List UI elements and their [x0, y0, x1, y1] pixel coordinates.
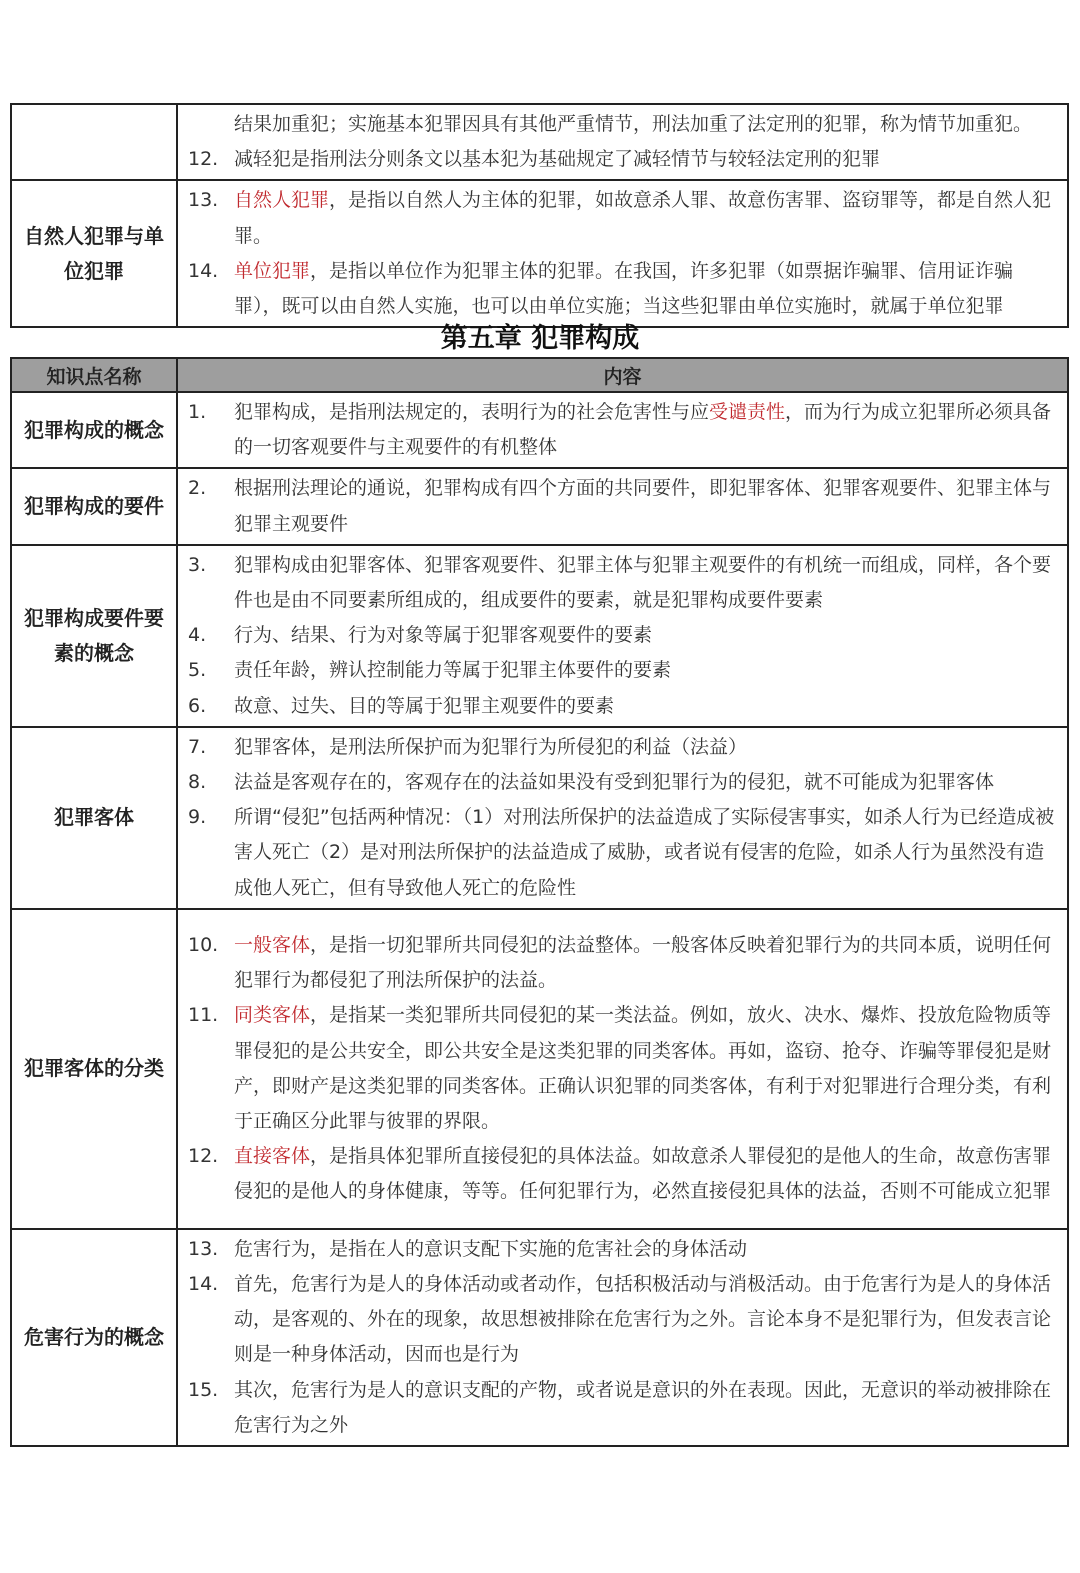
item-text: 犯罪客体，是刑法所保护而为犯罪行为所侵犯的利益（法益）	[234, 735, 748, 758]
item-text: 根据刑法理论的通说，犯罪构成有四个方面的共同要件，即犯罪客体、犯罪客观要件、犯罪主体与犯罪主观要件	[234, 477, 1052, 535]
table-row	[11, 180, 1068, 327]
item-body: ，是指具体犯罪所直接侵犯的具体法益。如故意杀人罪侵犯的是他人的生命，故意伤害罪侵犯的是他人的身体健康，等等。任何犯罪行为，必然直接侵犯具体的法益，否则不可能成立犯罪	[234, 1145, 1052, 1203]
list-item	[186, 928, 1057, 998]
table-row	[11, 392, 1068, 468]
item-number: 12.	[188, 1145, 219, 1168]
item-text: 结果加重犯；实施基本犯罪因具有其他严重情节，刑法加重了法定刑的犯罪，称为情节加重犯。	[234, 113, 1033, 135]
item-body: ，而为行为成立犯罪所必须具备的一切客观要件与主观要件的有机整体	[234, 401, 1052, 459]
top-table	[10, 103, 1069, 328]
list-item	[186, 395, 1057, 465]
row-label: 自然人犯罪与单位犯罪	[11, 180, 177, 327]
header-name: 知识点名称	[11, 358, 177, 392]
list-item	[186, 1373, 1057, 1443]
item-text: 危害行为，是指在人的意识支配下实施的危害社会的身体活动	[234, 1237, 748, 1260]
row-label: 犯罪构成要件要素的概念	[11, 545, 177, 727]
item-text: 责任年龄，辨认控制能力等属于犯罪主体要件的要素	[234, 659, 672, 682]
list-item	[186, 183, 1057, 253]
highlight-term: 直接客体	[234, 1145, 311, 1168]
table-row	[11, 1229, 1068, 1446]
row-label: 犯罪客体的分类	[11, 909, 177, 1229]
item-text: 其次，危害行为是人的意识支配的产物，或者说是意识的外在表现。因此，无意识的举动被排除在危害行为之外	[234, 1378, 1052, 1436]
highlight-term: 受谴责性	[709, 401, 786, 423]
item-number: 15.	[188, 1378, 219, 1401]
item-number: 3.	[188, 553, 207, 576]
row-content	[177, 104, 1068, 180]
item-text	[234, 254, 1057, 324]
row-content	[177, 727, 1068, 909]
list-item	[186, 618, 1057, 653]
highlight-term: 单位犯罪	[234, 259, 311, 282]
list-item	[186, 1232, 1057, 1267]
item-number: 12.	[188, 148, 219, 171]
item-body: ，是指以自然人为主体的犯罪，如故意杀人罪、故意伤害罪、盗窃罪等，都是自然人犯罪。	[234, 189, 1052, 247]
table-row	[11, 909, 1068, 1229]
item-text: 犯罪构成由犯罪客体、犯罪客观要件、犯罪主体与犯罪主观要件的有机统一而组成，同样，各个要件也是由不同要素所组成的，组成要件的要素，就是犯罪构成要件要素	[234, 553, 1052, 612]
list-item	[186, 653, 1057, 688]
table-row	[11, 727, 1068, 909]
list-item	[186, 107, 1057, 142]
list-item	[186, 254, 1057, 324]
list-item	[186, 1139, 1057, 1209]
list-item	[186, 471, 1057, 541]
item-text: 行为、结果、行为对象等属于犯罪客观要件的要素	[234, 624, 653, 647]
item-number: 11.	[188, 1004, 219, 1027]
item-body: ，是指某一类犯罪所共同侵犯的某一类法益。例如，放火、决水、爆炸、投放危险物质等罪侵犯的是公共安全，即公共安全是这类犯罪的同类客体。再如，盗窃、抢夺、诈骗等罪侵犯是财产，即财产是这类犯罪的同类客体。正确认识犯罪的同类客体，有利于对犯罪进行合理分类，有利于正确区分此罪与彼罪的界限。	[234, 1004, 1052, 1133]
item-body: ，是指以单位作为犯罪主体的犯罪。在我国，许多犯罪（如票据诈骗罪、信用证诈骗罪），既可以由自然人实施，也可以由单位实施；当这些犯罪由单位实施时，就属于单位犯罪	[234, 259, 1014, 318]
row-content	[177, 180, 1068, 327]
list-item	[186, 1267, 1057, 1373]
row-content	[177, 468, 1068, 544]
list-item	[186, 800, 1057, 906]
item-number: 13.	[188, 1237, 219, 1260]
list-item	[186, 765, 1057, 800]
table-row	[11, 104, 1068, 180]
item-number: 14.	[188, 1273, 219, 1296]
highlight-term: 一般客体	[234, 934, 311, 957]
list-item	[186, 998, 1057, 1139]
item-number: 1.	[188, 401, 207, 423]
list-item	[186, 548, 1057, 618]
row-content	[177, 909, 1068, 1229]
item-text	[234, 183, 1057, 253]
list-item	[186, 730, 1057, 765]
highlight-term: 同类客体	[234, 1004, 311, 1027]
item-number: 7.	[188, 735, 207, 758]
item-number: 13.	[188, 189, 219, 212]
item-text	[234, 395, 1057, 465]
row-label	[11, 104, 177, 180]
item-number: 5.	[188, 659, 207, 682]
table-row	[11, 545, 1068, 727]
item-number: 9.	[188, 806, 207, 829]
item-number: 2.	[188, 477, 207, 500]
row-content	[177, 1229, 1068, 1446]
row-label: 犯罪构成的概念	[11, 392, 177, 468]
row-label: 犯罪构成的要件	[11, 468, 177, 544]
chapter-title: 第五章 犯罪构成	[440, 323, 640, 354]
list-item	[186, 689, 1057, 724]
item-number	[186, 107, 234, 142]
item-text: 首先，危害行为是人的身体活动或者动作，包括积极活动与消极活动。由于危害行为是人的身体活动，是客观的、外在的现象，故思想被排除在危害行为之外。言论本身不是犯罪行为，但发表言论则是一种身体活动，因而也是行为	[234, 1273, 1052, 1366]
header-content: 内容	[177, 358, 1068, 392]
row-content	[177, 392, 1068, 468]
item-number: 10.	[188, 934, 219, 957]
item-text: 法益是客观存在的，客观存在的法益如果没有受到犯罪行为的侵犯，就不可能成为犯罪客体	[234, 771, 995, 794]
table-row	[11, 468, 1068, 544]
item-number: 8.	[188, 771, 207, 794]
item-number: 4.	[188, 624, 207, 647]
item-number: 14.	[188, 259, 219, 282]
row-label: 犯罪客体	[11, 727, 177, 909]
item-text: 减轻犯是指刑法分则条文以基本犯为基础规定了减轻情节与较轻法定刑的犯罪	[234, 148, 881, 171]
item-body: 犯罪构成，是指刑法规定的，表明行为的社会危害性与应	[234, 401, 710, 423]
item-text: 所谓“侵犯”包括两种情况：（1）对刑法所保护的法益造成了实际侵害事实，如杀人行为已经造成被害人死亡（2）是对刑法所保护的法益造成了威胁，或者说有侵害的危险，如杀人行为虽然没有造成他人死亡，但有导致他人死亡的危险性	[234, 806, 1055, 899]
item-text	[234, 998, 1057, 1139]
item-text: 故意、过失、目的等属于犯罪主观要件的要素	[234, 694, 615, 717]
highlight-term: 自然人犯罪	[234, 189, 330, 212]
list-item	[186, 142, 1057, 177]
item-text	[234, 1139, 1057, 1209]
table-header-row	[11, 358, 1068, 392]
item-number: 6.	[188, 694, 207, 717]
knowledge-table	[10, 357, 1069, 1447]
item-body: ，是指一切犯罪所共同侵犯的法益整体。一般客体反映着犯罪行为的共同本质，说明任何犯罪行为都侵犯了刑法所保护的法益。	[234, 934, 1052, 992]
item-text	[234, 928, 1057, 998]
row-label: 危害行为的概念	[11, 1229, 177, 1446]
row-content	[177, 545, 1068, 727]
